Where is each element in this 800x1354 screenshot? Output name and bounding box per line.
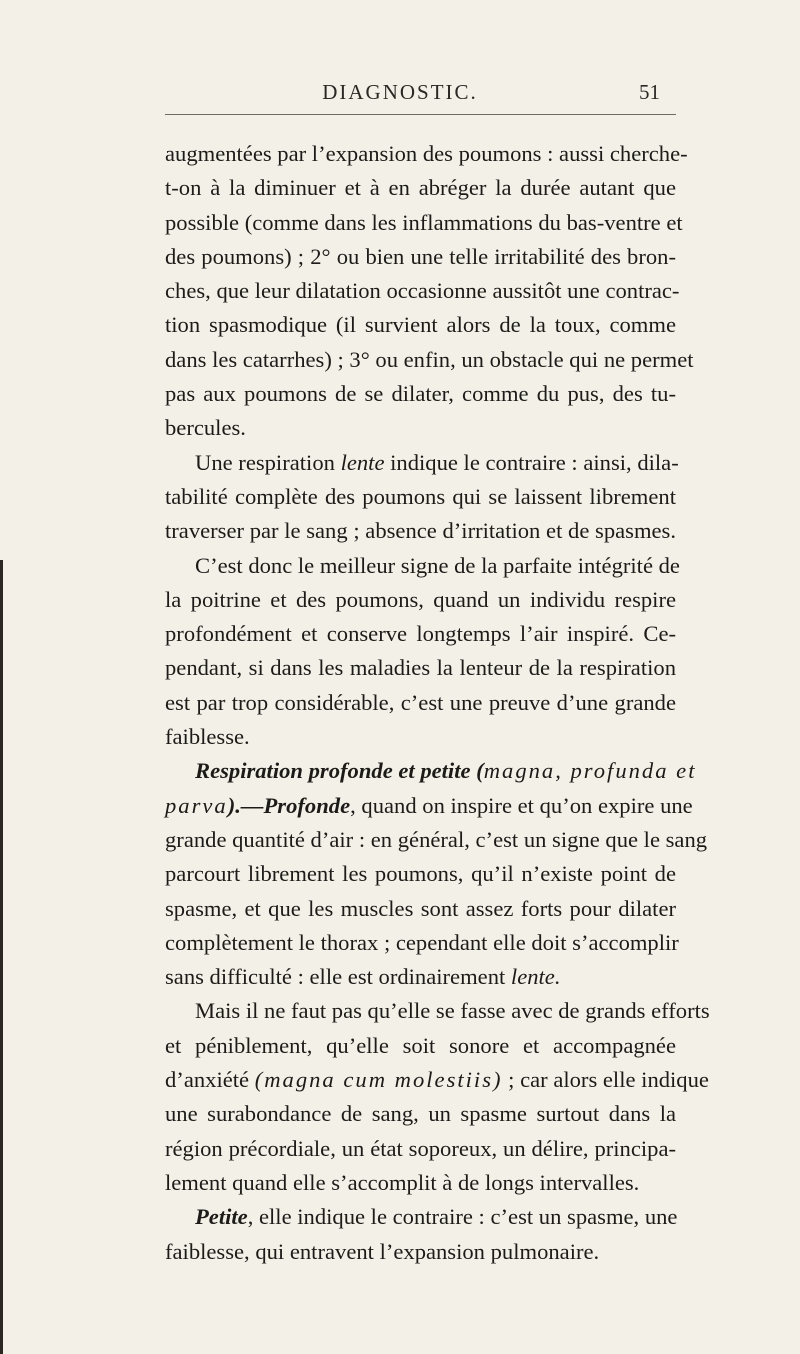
text-line — [165, 857, 676, 891]
text-line — [165, 1166, 676, 1200]
text-line — [165, 926, 679, 960]
text-line — [165, 651, 676, 685]
text-line — [165, 411, 676, 445]
text-segment: Profonde — [263, 792, 351, 818]
text-segment: indique le contraire : ainsi, dila- — [384, 449, 679, 475]
text-segment: Une respiration — [195, 449, 341, 475]
text-line — [165, 171, 676, 205]
text-segment: sans difficulté : elle est ordinairement — [165, 964, 511, 990]
page-number: 51 — [639, 80, 660, 104]
text-line — [165, 137, 688, 171]
text-line — [165, 583, 676, 617]
text-line — [165, 343, 694, 377]
text-line — [165, 960, 676, 994]
text-line — [165, 823, 708, 857]
text-segment: ).— — [227, 792, 264, 818]
text-line — [165, 1097, 676, 1131]
text-segment: , quand on inspire et qu’on expire une — [350, 792, 693, 818]
text-segment: t-on à la diminuer et à en abréger la durée autant que — [165, 175, 676, 201]
text-line — [165, 480, 676, 514]
text-line — [165, 994, 710, 1028]
text-segment: Mais il ne faut pas qu’elle se fasse avec de grands efforts — [195, 998, 710, 1024]
page-edge-shadow — [0, 560, 3, 1354]
text-line — [165, 720, 676, 754]
text-segment: traverser par le sang ; absence d’irritation et de spasmes. — [165, 518, 676, 544]
text-segment: ches, que leur dilatation occasionne aussitôt une contrac- — [165, 278, 680, 304]
text-line — [165, 377, 676, 411]
text-segment: et péniblement, qu’elle soit sonore et accompagnée — [165, 1032, 676, 1058]
text-segment: profondément et conserve longtemps l’air inspiré. Ce- — [165, 621, 676, 647]
text-line — [165, 789, 693, 823]
text-segment: parva — [165, 792, 228, 818]
text-segment: faiblesse, qui entravent l’expansion pulmonaire. — [165, 1238, 600, 1264]
text-segment: C’est donc le meilleur signe de la parfaite intégrité de — [195, 552, 680, 578]
text-segment: pas aux poumons de se dilater, comme du pus, des tu- — [165, 381, 676, 407]
text-line — [165, 274, 680, 308]
running-head — [0, 80, 800, 110]
text-segment: tion spasmodique (il survient alors de la toux, comme — [165, 312, 676, 338]
text-segment: magna, profunda et — [483, 758, 697, 784]
text-segment: faiblesse. — [165, 724, 250, 750]
text-segment: ( — [470, 758, 484, 784]
text-segment: dans les catarrhes) ; 3° ou enfin, un obstacle qui ne permet — [165, 346, 694, 372]
text-line — [165, 1235, 676, 1269]
text-segment: lente. — [510, 964, 561, 990]
text-line — [165, 1200, 676, 1234]
text-segment: , elle indique le contraire : c’est un spasme, une — [247, 1204, 678, 1230]
text-line — [165, 617, 676, 651]
text-segment: une surabondance de sang, un spasme surtout dans la — [165, 1101, 676, 1127]
text-segment: lement quand elle s’accomplit à de longs intervalles. — [165, 1169, 640, 1195]
text-segment: pendant, si dans les maladies la lenteur de la respiration — [165, 655, 676, 681]
text-segment: d’anxiété — [165, 1067, 255, 1093]
text-line — [165, 206, 683, 240]
text-segment: (magna cum molestiis) — [254, 1067, 503, 1093]
text-line — [165, 1063, 709, 1097]
text-segment: Respiration profonde et petite — [195, 758, 471, 784]
text-line — [165, 308, 676, 342]
text-segment: complètement le thorax ; cependant elle doit s’accomplir — [165, 929, 679, 955]
text-line — [165, 892, 676, 926]
text-segment: des poumons) ; 2° ou bien une telle irritabilité des bron- — [165, 243, 676, 269]
text-segment: spasme, et que les muscles sont assez forts pour dilater — [165, 895, 676, 921]
text-segment: tabilité complète des poumons qui se laissent librement — [165, 483, 676, 509]
text-segment: lente — [340, 449, 385, 475]
header-rule — [165, 114, 676, 115]
text-segment: grande quantité d’air : en général, c’est un signe que le sang — [165, 826, 708, 852]
text-segment: région précordiale, un état soporeux, un délire, principa- — [165, 1135, 676, 1161]
running-head-title: DIAGNOSTIC. — [322, 80, 478, 104]
text-segment: ; car alors elle indique — [502, 1067, 709, 1093]
text-line — [165, 446, 679, 480]
text-segment: augmentées par l’expansion des poumons : aussi cherche- — [165, 141, 688, 166]
text-line — [165, 514, 676, 548]
text-segment: possible (comme dans les inflammations du bas-ventre et — [165, 209, 683, 235]
text-segment: Petite — [195, 1204, 248, 1230]
text-line — [165, 754, 697, 788]
text-segment: la poitrine et des poumons, quand un individu respire — [165, 586, 676, 612]
body-text — [165, 137, 710, 1269]
text-line — [165, 686, 676, 720]
text-line — [165, 1132, 676, 1166]
text-line — [165, 549, 680, 583]
text-segment: est par trop considérable, c’est une preuve d’une grande — [165, 689, 676, 715]
text-segment: bercules. — [165, 415, 246, 441]
text-line — [165, 240, 676, 274]
text-segment: parcourt librement les poumons, qu’il n’existe point de — [165, 861, 676, 887]
text-line — [165, 1029, 676, 1063]
